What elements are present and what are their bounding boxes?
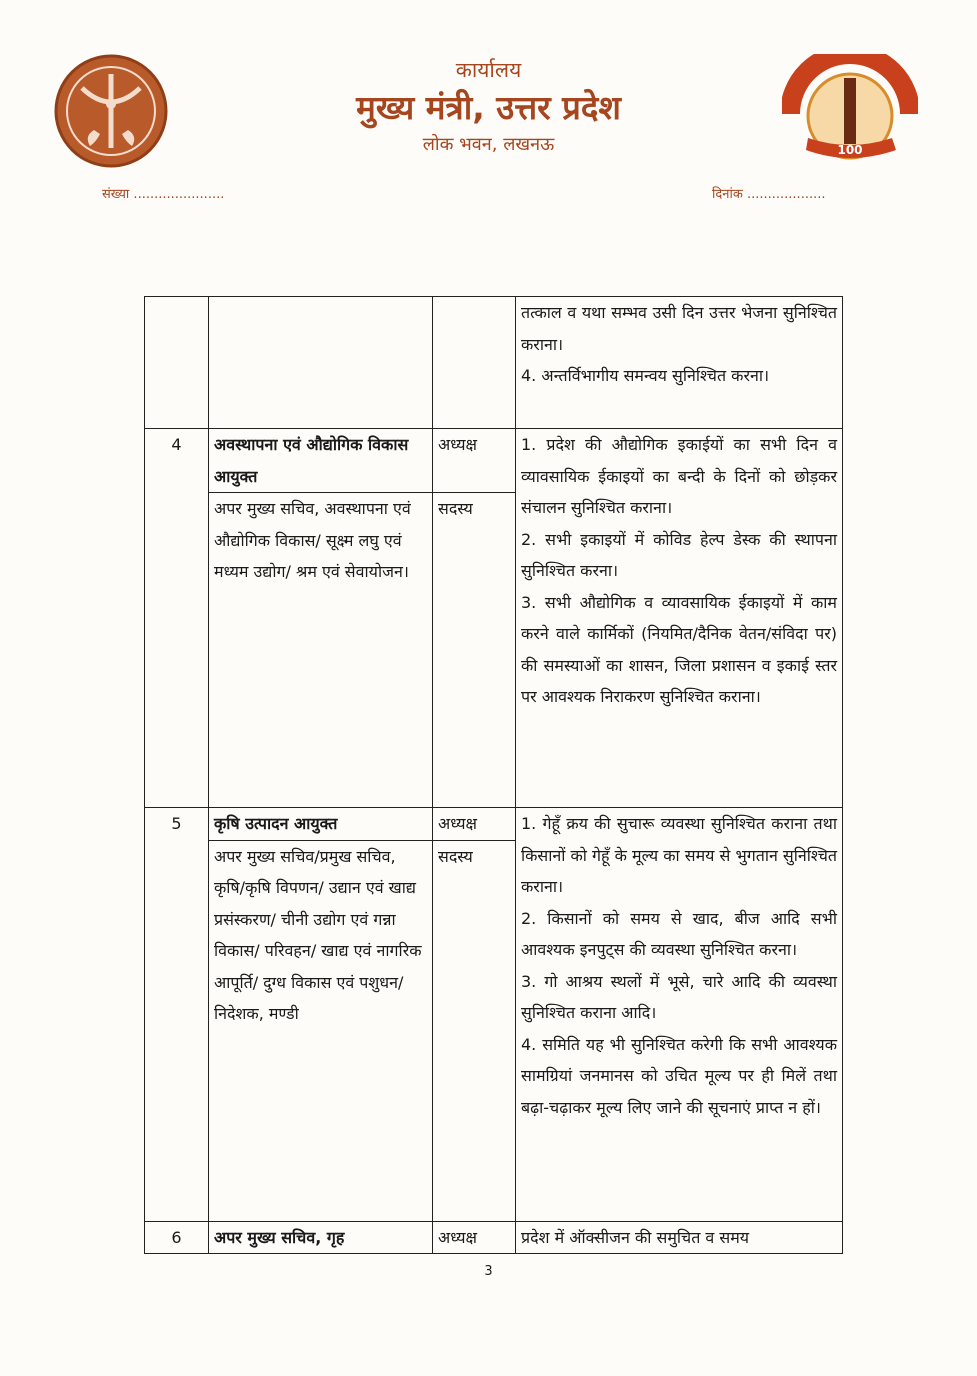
role-cell: अध्यक्ष [433,808,516,841]
duty-item: 4. अन्तर्विभागीय समन्वय सुनिश्चित करना। [521,366,770,385]
duties-cell [516,429,843,808]
table-row [145,429,843,493]
date-field: दिनांक ................... [712,187,826,202]
duty-item: 4. समिति यह भी सुनिश्चित करेगी कि सभी आवश्यक सामग्रियां जनमानस को उचित मूल्य पर ही मिलें तथा बढ़ा-चढ़ाकर मूल्य लिए जाने की सूचनाएं प्राप्त न हों। [521,1034,837,1117]
members-cell: अपर मुख्य सचिव/प्रमुख सचिव, कृषि/कृषि विपणन/ उद्यान एवं खाद्य प्रसंस्करण/ चीनी उद्योग एवं गन्ना विकास/ परिवहन/ खाद्य एवं नागरिक आपूर्ति/ दुग्ध विकास एवं पशुधन/ निदेशक, मण्डी [209,840,433,1221]
committee-table [144,296,843,1254]
chairperson-cell: अवस्थापना एवं औद्योगिक विकास आयुक्त [209,429,433,493]
duty-item: तत्काल व यथा सम्भव उसी दिन उत्तर भेजना सुनिश्चित कराना। [521,303,837,354]
role-cell: अध्यक्ष [433,429,516,493]
duties-cell [516,1221,843,1254]
role-cell [433,297,516,429]
centenary-seal-logo [782,54,918,164]
role-cell: अध्यक्ष [433,1221,516,1254]
table-row [145,297,843,429]
serial-cell: 6 [145,1221,209,1254]
serial-cell: 5 [145,808,209,1222]
duty-item: 3. गो आश्रय स्थलों में भूसे, चारे आदि की व्यवस्था सुनिश्चित कराना आदि। [521,971,837,1022]
letterhead-address: लोक भवन, लखनऊ [422,134,555,155]
serial-cell: 4 [145,429,209,808]
chairperson-cell: अपर मुख्य सचिव, गृह [209,1221,433,1254]
role-cell: सदस्य [433,493,516,808]
duty-item: 1. गेहूँ क्रय की सुचारू व्यवस्था सुनिश्चित कराना तथा किसानों को गेहूँ के मूल्य का समय से भुगतान सुनिश्चित कराना। [521,814,837,896]
reference-number: संख्या ...................... [102,187,225,202]
chairperson-cell: कृषि उत्पादन आयुक्त [209,808,433,841]
letterhead-title: मुख्य मंत्री, उत्तर प्रदेश [356,88,621,127]
duty-item: 2. किसानों को समय से खाद, बीज आदि सभी आवश्यक इनपुट्स की व्यवस्था सुनिश्चित करना। [521,908,837,959]
role-cell: सदस्य [433,840,516,1221]
duty-item: 1. प्रदेश की औद्योगिक इकाईयों का सभी दिन व व्यावसायिक ईकाइयों का बन्दी के दिनों को छोड़कर संचालन सुनिश्चित कराना। [521,435,837,517]
duty-item: 3. सभी औद्योगिक व व्यावसायिक ईकाइयों में काम करने वाले कार्मिकों (नियमित/दैनिक वेतन/संविदा पर) की समस्याओं का शासन, जिला प्रशासन व इकाई स्तर पर आवश्यक निराकरण सुनिश्चित कराना। [521,592,837,706]
seal-year: 100 [837,143,863,157]
duty-item: 2. सभी इकाइयों में कोविड हेल्प डेस्क की स्थापना सुनिश्चित करना। [521,529,837,580]
table-row [145,808,843,841]
members-cell: अपर मुख्य सचिव, अवस्थापना एवं औद्योगिक विकास/ सूक्ष्म लघु एवं मध्यम उद्योग/ श्रम एवं सेवायोजन। [209,493,433,808]
name-cell [209,297,433,429]
table-row [145,1221,843,1254]
duties-cell [516,808,843,1222]
duties-cell [516,297,843,429]
page-number: 3 [484,1264,493,1279]
letterhead-office: कार्यालय [455,58,522,82]
serial-cell [145,297,209,429]
duty-item: प्रदेश में ऑक्सीजन की समुचित व समय [521,1227,750,1247]
